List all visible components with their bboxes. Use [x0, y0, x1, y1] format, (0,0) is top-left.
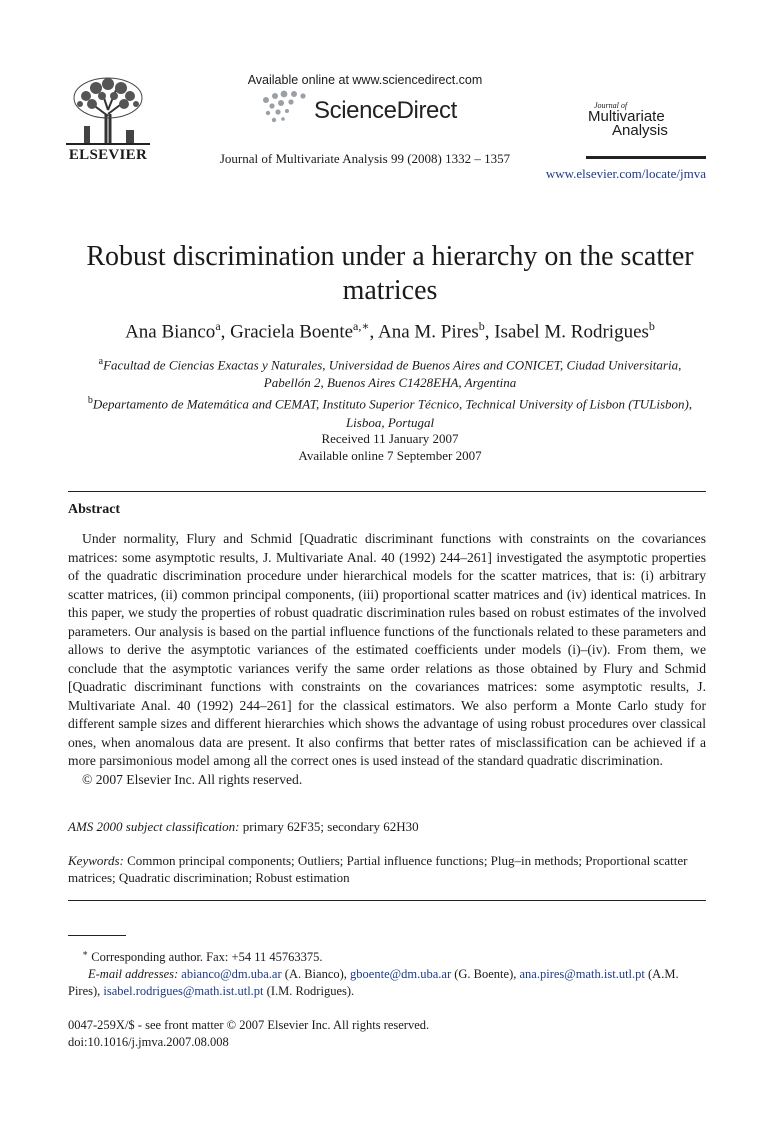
front-matter [68, 1017, 429, 1051]
author-affil-sup: a [215, 319, 221, 333]
corresponding-text: Corresponding author. Fax: +54 11 45763375. [88, 950, 323, 965]
journal-logo-small: Journal of [594, 101, 628, 110]
author-list [40, 319, 740, 343]
affiliation-text: Facultad de Ciencias Exactas y Naturales, Universidad de Buenos Aires and CONICET, Ciudad Universitaria, [103, 357, 682, 373]
elsevier-tree-logo [66, 74, 150, 146]
ams-value: primary 62F35; secondary 62H30 [239, 819, 419, 834]
author-separator: , [220, 321, 231, 343]
email-label: E-mail addresses: [88, 967, 179, 982]
author-name: Graciela Boente [230, 321, 354, 343]
affiliations [60, 353, 720, 432]
affiliation-a [60, 353, 720, 374]
header-rule [586, 156, 706, 159]
ams-label: AMS 2000 subject classification: [68, 819, 240, 834]
author-name: Isabel M. Rodrigues [494, 321, 649, 343]
email-owner: (A.M. Pires), [68, 967, 679, 999]
email-link[interactable]: abianco@dm.uba.ar [181, 967, 282, 982]
email-footnote [68, 966, 708, 1000]
publisher-name: ELSEVIER [68, 147, 148, 163]
corresponding-footnote [68, 945, 708, 966]
author-affil-sup[interactable]: a,∗ [353, 319, 370, 333]
received-date: Received 11 January 2007 [321, 431, 459, 446]
front-matter-line: 0047-259X/$ - see front matter © 2007 Elsevier Inc. All rights reserved. [68, 1018, 430, 1032]
affiliation-text: Departamento de Matemática and CEMAT, Instituto Superior Técnico, Technical University of Lisbon (TULisbon), [92, 396, 693, 412]
doi-line: doi:10.1016/j.jmva.2007.08.008 [68, 1035, 229, 1049]
available-date: Available online 7 September 2007 [298, 448, 482, 463]
keywords-label: Keywords: [68, 853, 124, 868]
journal-citation: Journal of Multivariate Analysis 99 (2008) 1332 – 1357 [219, 151, 511, 166]
journal-logo [584, 101, 706, 138]
affiliation-b [60, 392, 720, 413]
author-separator: , [484, 321, 495, 343]
elsevier-tree-icon [66, 74, 150, 146]
author-affil-sup: b [478, 319, 485, 333]
email-owner: (G. Boente), [451, 967, 520, 982]
dates-block [60, 430, 720, 464]
email-link[interactable]: isabel.rodrigues@math.ist.utl.pt [103, 984, 264, 999]
email-link[interactable]: gboente@dm.uba.ar [350, 967, 452, 982]
journal-logo-line2: Analysis [612, 122, 668, 139]
affiliation-sup: b [87, 395, 93, 407]
author-affil-sup: b [648, 319, 655, 333]
journal-logo-line1: Multivariate [588, 108, 665, 125]
affiliation-sup: a [98, 356, 104, 367]
author-name: Ana M. Pires [377, 321, 479, 343]
affiliation-a-cont: Pabellón 2, Buenos Aires C1428EHA, Argentina [263, 375, 517, 391]
abstract-copyright: © 2007 Elsevier Inc. All rights reserved. [82, 771, 303, 787]
abstract-bottom-rule [68, 900, 706, 901]
author-separator: , [369, 321, 378, 343]
abstract-body [68, 530, 706, 789]
available-online-text: Available online at www.sciencedirect.com [247, 73, 483, 87]
sciencedirect-wordmark: ScienceDirect [314, 97, 457, 124]
author-name: Ana Bianco [125, 321, 216, 343]
footnote-marker: ∗ [82, 948, 89, 958]
footnote-rule [68, 935, 126, 936]
ams-classification [68, 819, 419, 835]
footnotes [68, 945, 708, 1000]
keywords [68, 852, 706, 886]
sciencedirect-dots-icon [258, 90, 314, 131]
email-owner: (A. Bianco), [281, 967, 351, 982]
email-link[interactable]: ana.pires@math.ist.utl.pt [519, 967, 645, 982]
affiliation-b-cont: Lisboa, Portugal [345, 414, 435, 430]
abstract-heading: Abstract [68, 502, 121, 517]
abstract-paragraph: Under normality, Flury and Schmid [Quadratic discriminant functions with constraints on the covariances matrices: some asymptotic results, J. Multivariate Anal. 40 (1992) 244–261] investigated the asymptotic properties of the quadratic discrimination procedure under hierarchical models for the scatter matrices, that is: (i) arbitrary scatter matrices, (ii) common principal components, (iii) proportional scatter matrices and (iv) identical matrices. In this paper, we study the properties of robust quadratic discrimination rules based on robust estimates of the involved parameters. Our analysis is based on the partial influence functions of the functionals related to these parameters and allows to derive the asymptotic variances of the estimated coefficients under models (i)–(iv). From them, we conclude that the asymptotic variances verify the same order relations as those obtained by Flury and Schmid [Quadratic discriminant functions with constraints on the covariances matrices: some asymptotic results, J. Multivariate Anal. 40 (1992) 244–261] for the classical estimators. We also perform a Monte Carlo study for different sample sizes and different hierarchies which shows the advantage of using robust procedures over classical ones, when anomalous data are present. It also confirms that better rates of misclassification can be achieved if a more parsimonious model among all the correct ones is used instead of the standard quadratic discrimination. [68, 531, 706, 768]
abstract-top-rule [68, 491, 706, 492]
email-owner: (I.M. Rodrigues). [263, 984, 355, 999]
keywords-value: Common principal components; Outliers; Partial influence functions; Plug–in methods; Proportional scatter matrices; Quadratic discrimination; Robust estimation [68, 853, 688, 885]
journal-url-link[interactable]: www.elsevier.com/locate/jmva [545, 166, 706, 181]
paper-title: Robust discrimination under a hierarchy on the scatter matrices [86, 241, 694, 306]
